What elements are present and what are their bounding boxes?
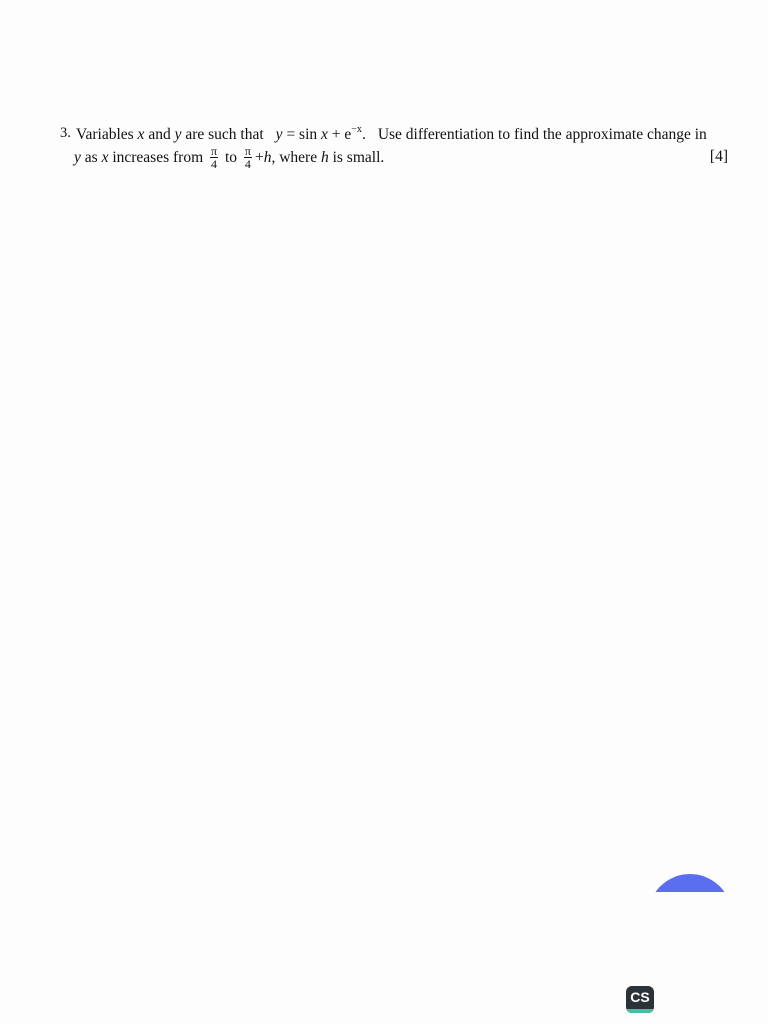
question-instruction: Use differentiation to find the approximate change in [377, 126, 707, 143]
fraction-pi-over-4-second: $\frac{\pi}{4}$ [244, 144, 251, 171]
question-line-1 [60, 124, 728, 146]
question-intro: Variables x and y are such that [76, 126, 264, 143]
question-3 [60, 124, 728, 171]
camscanner-logo-icon: CS [626, 986, 654, 1013]
question-line-2: y as x increases from $\frac{\pi}{4}$ to $\frac{\pi}{4}$ +h, where h is small. [4] [74, 144, 728, 171]
marks-label: [4] [709, 148, 728, 165]
equation: $y = \sin x + e^{-x}$. [275, 124, 366, 143]
question-number: 3. [60, 125, 71, 141]
fraction-pi-over-4: $\frac{\pi}{4}$ [211, 144, 218, 171]
blue-circle-button[interactable] [648, 874, 732, 892]
